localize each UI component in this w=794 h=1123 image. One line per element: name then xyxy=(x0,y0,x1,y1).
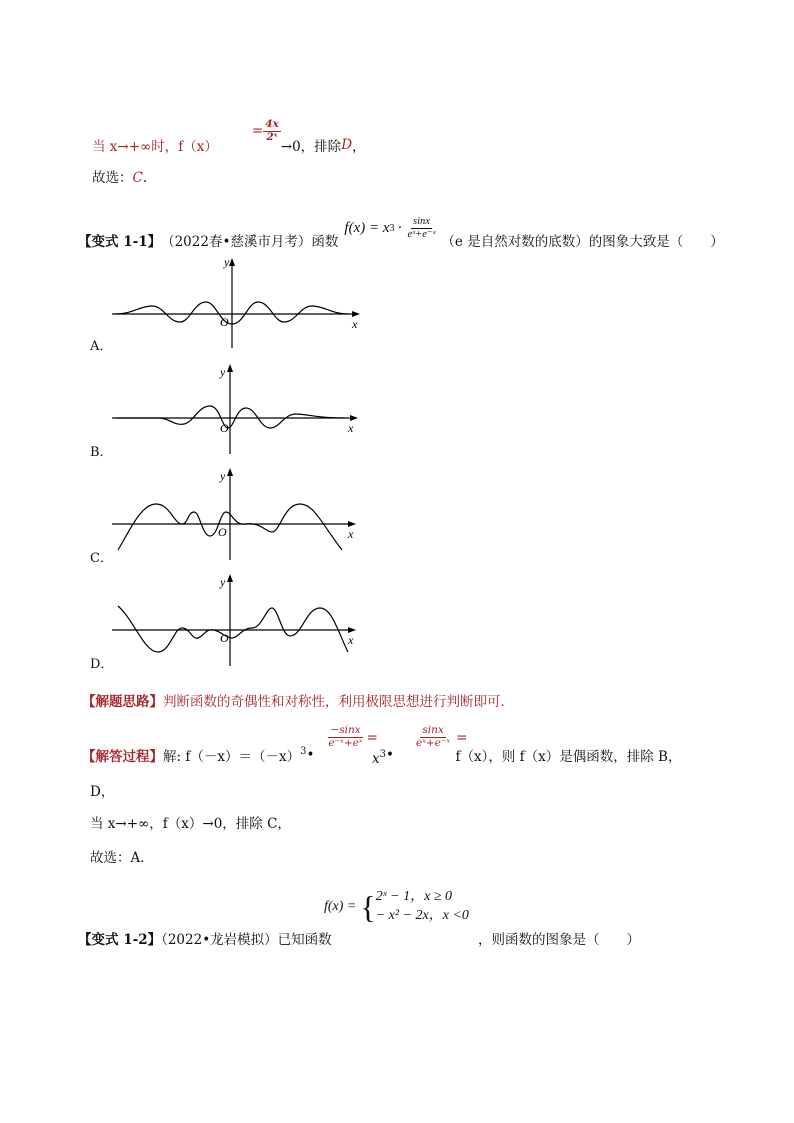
origin-label: O xyxy=(220,631,229,645)
variant-source: （2022春•慈溪市月考）函数 xyxy=(161,234,339,250)
y-axis-arrow xyxy=(227,468,233,476)
variant-2-tag: 【变式 1-2】 xyxy=(78,932,162,948)
limit-comma: ， xyxy=(352,139,366,155)
origin-label: O xyxy=(218,525,227,539)
piecewise-cases xyxy=(376,888,469,926)
variant-2-source: （2022•龙岩模拟）已知函数 xyxy=(161,932,332,948)
process-exp-2: 3 xyxy=(379,748,386,760)
process-answer: 故选：A． xyxy=(90,850,154,866)
option-c-graph xyxy=(108,466,368,566)
option-d-label[interactable]: D． xyxy=(90,657,114,672)
option-a-label[interactable]: A． xyxy=(90,339,113,354)
variant-1-1-heading xyxy=(78,206,724,250)
x-label: x xyxy=(348,527,354,541)
answer-prefix: 故选： xyxy=(92,170,133,186)
option-a-graph xyxy=(108,256,368,356)
piecewise-case-2: − x² − 2x，x <0 xyxy=(375,907,469,923)
limit-excluded: D xyxy=(341,137,353,153)
analysis-text: 判断函数的奇偶性和对称性，利用极限思想进行判断即可． xyxy=(163,694,514,710)
process-exp-1: 3 xyxy=(300,745,307,757)
answer-suffix: . xyxy=(142,170,148,186)
piecewise-lhs: f(x) = xyxy=(324,898,357,914)
origin-label: O xyxy=(220,315,229,329)
x-label: x xyxy=(352,317,358,331)
process-text-1: 解: f（－x）＝（－x） xyxy=(163,749,301,765)
y-label: y xyxy=(220,469,226,483)
option-b-label[interactable]: B． xyxy=(90,445,113,460)
limit-text: 当 x→+∞时，f（x） xyxy=(92,139,218,155)
variant-2-tail: ，则函数的图象是（ ） xyxy=(478,932,640,948)
limit-line xyxy=(92,112,366,156)
variant-1-2-heading xyxy=(78,928,332,948)
variant-formula: f(x) = x 3 · $\frac{\sin x}{\text{eˣ+e⁻ˣ}}$ xyxy=(344,216,436,240)
y-axis-arrow xyxy=(229,258,235,266)
process-tail-1: f（x），则 f（x）是偶函数，排除 B， xyxy=(455,749,682,765)
process-line xyxy=(82,722,681,766)
origin-label: O xyxy=(220,421,229,435)
curve xyxy=(118,606,348,652)
variant-tag: 【变式 1-1】 xyxy=(78,234,162,250)
option-c-label[interactable]: C． xyxy=(90,551,113,566)
process-x3: x xyxy=(371,751,380,767)
process-eq-2: = xyxy=(456,730,468,746)
process-eq-1: = xyxy=(366,730,378,746)
limit-eq: = xyxy=(251,123,264,139)
process-dot-2: • xyxy=(385,747,394,763)
y-label: y xyxy=(224,256,230,269)
process-line-3: 当 x→+∞，f（x）→0，排除 C， xyxy=(90,816,291,832)
process-tail-2: D， xyxy=(90,784,115,800)
limit-fraction: $\frac{4x}{\text{2ˣ}}$ xyxy=(265,118,279,143)
x-label: x xyxy=(348,633,354,647)
piecewise-case-1: 2ˣ − 1，x ≥ 0 xyxy=(375,889,453,904)
y-axis-arrow xyxy=(227,574,233,582)
option-b-graph xyxy=(108,362,368,462)
variant-note: （e 是自然对数的底数）的图象大致是（ ） xyxy=(441,234,724,250)
option-d-graph xyxy=(108,572,368,672)
process-fraction-1: $\frac{-\sin x}{\text{e⁻ˣ+eˣ}}$ xyxy=(328,724,363,749)
answer-line-1 xyxy=(92,166,147,186)
process-dot-1: • xyxy=(306,747,315,763)
piecewise-formula xyxy=(324,888,469,926)
process-fraction-2: $\frac{\sin x}{\text{eˣ+e⁻ˣ}}$ xyxy=(415,724,451,749)
limit-arrow-text: →0，排除 xyxy=(280,139,342,155)
left-brace: { xyxy=(360,888,376,925)
y-label: y xyxy=(220,575,226,589)
y-axis-arrow xyxy=(227,364,233,372)
process-tag: 【解答过程】 xyxy=(82,749,163,765)
analysis-tag: 【解题思路】 xyxy=(82,694,163,710)
x-label: x xyxy=(348,421,354,435)
y-label: y xyxy=(220,365,226,379)
analysis-line xyxy=(82,690,514,710)
answer-choice: C xyxy=(132,170,143,186)
